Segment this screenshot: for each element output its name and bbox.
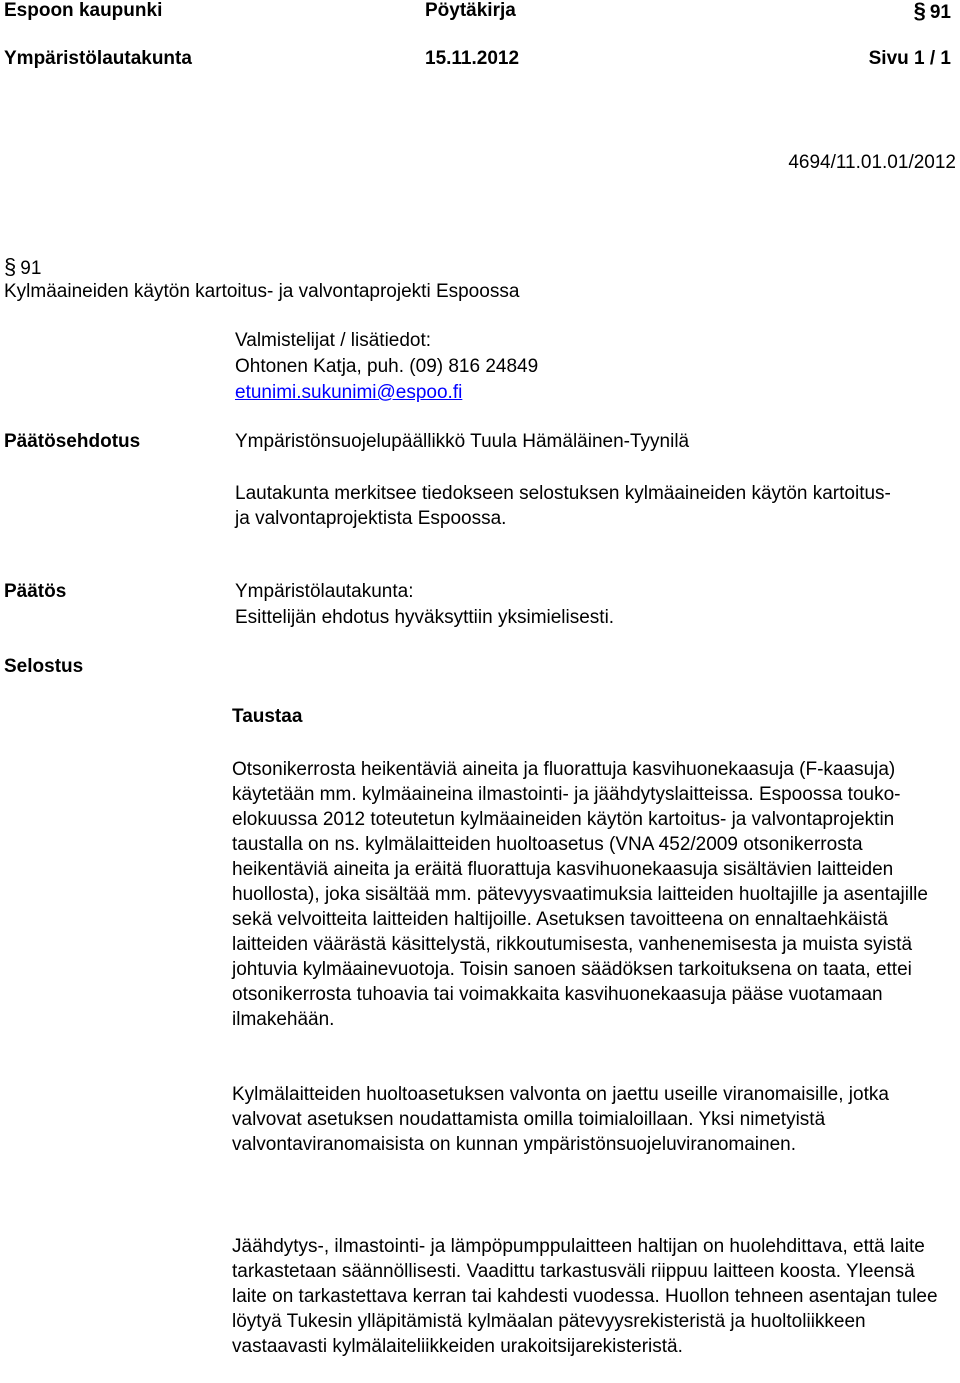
decision-text: Esittelijän ehdotus hyväksyttiin yksimielisesti. <box>235 607 615 628</box>
header-page: Sivu 1 / 1 <box>868 48 951 69</box>
proposal-text: Lautakunta merkitsee tiedokseen selostuksen kylmäaineiden käytön kartoitus- ja valvontaprojektista Espoossa. <box>235 483 891 529</box>
preparers-email-link[interactable]: etunimi.sukunimi@espoo.fi <box>235 382 463 403</box>
description-paragraph-1: Otsonikerrosta heikentäviä aineita ja fluorattuja kasvihuonekaasuja (F-kaasuja) käytetään mm. kylmäaineina ilmastointi- ja jäähdytyslaitteissa. Espoossa touko-elokuussa 2012 toteutetun kylmäaineiden käytön kartoitus- ja valvontaprojektin taustalla on ns. kylmälaitteiden huoltoasetus (VNA 452/2009 otsonikerrosta heikentäviä aineita ja eräitä fluorattuja kasvihuonekaasuja sisältävien laitteiden huollosta), joka sisältää mm. pätevyysvaatimuksia laitteiden huoltajille ja asentajille sekä velvoitteita laitteiden haltijoille. Asetuksen tavoitteena on ennaltaehkäistä laitteiden väärästä käsittelystä, rikkoutumisesta, vanhenemisesta ja muista syistä johtuvia kylmäainevuotoja. Toisin sanoen säädöksen tarkoituksena on taata, ettei otsonikerrosta tuhoavia tai voimakkaita kasvihuonekaasuja pääse vuotamaan ilmakehään. <box>232 759 928 1030</box>
section-symbol: § <box>4 254 17 279</box>
decision-body: Ympäristölautakunta: <box>235 581 414 602</box>
description-paragraph-2: Kylmälaitteiden huoltoasetuksen valvonta on jaettu useille viranomaisille, jotka valvovat asetuksen noudattamista omilla toimialoillaan. Yksi nimetyistä valvontaviranomaisista on kunnan ympäristönsuojeluviranomainen. <box>232 1084 889 1155</box>
description-paragraph-3: Jäähdytys-, ilmastointi- ja lämpöpumppulaitteen haltijan on huolehdittava, että laite tarkastetaan säännöllisesti. Vaadittu tarkastusväli riippuu laitteen koosta. Yleensä laite on tarkastettava kerran tai kahdesti vuodessa. Huollon tehneen asentajan tulee löytyä Tukesin ylläpitämistä kylmäalan pätevyysrekisteristä ja huoltoliikkeen vastaavasti kylmälaiteliikkeiden urakoitsijarekisteristä. <box>232 1236 938 1357</box>
description-subheading: Taustaa <box>232 706 303 727</box>
item-number-value: 91 <box>20 258 42 279</box>
header-city: Espoon kaupunki <box>4 0 163 21</box>
proposal-proposer: Ympäristönsuojelupäällikkö Tuula Hämäläinen-Tyynilä <box>235 431 690 452</box>
section-symbol: § <box>913 0 926 23</box>
description-label: Selostus <box>4 656 84 677</box>
header-doc-type: Pöytäkirja <box>425 0 516 21</box>
header-board: Ympäristölautakunta <box>4 48 192 69</box>
header-section <box>914 0 951 24</box>
item-number <box>4 254 41 280</box>
decision-label: Päätös <box>4 581 67 602</box>
header-date: 15.11.2012 <box>425 48 520 69</box>
proposal-label: Päätösehdotus <box>4 431 141 452</box>
preparers-label: Valmistelijat / lisätiedot: <box>235 330 432 351</box>
preparers-contact: Ohtonen Katja, puh. (09) 816 24849 <box>235 356 539 377</box>
header-section-number: 91 <box>929 2 951 23</box>
item-title: Kylmäaineiden käytön kartoitus- ja valvontaprojekti Espoossa <box>4 281 520 302</box>
record-id: 4694/11.01.01/2012 <box>788 152 956 173</box>
